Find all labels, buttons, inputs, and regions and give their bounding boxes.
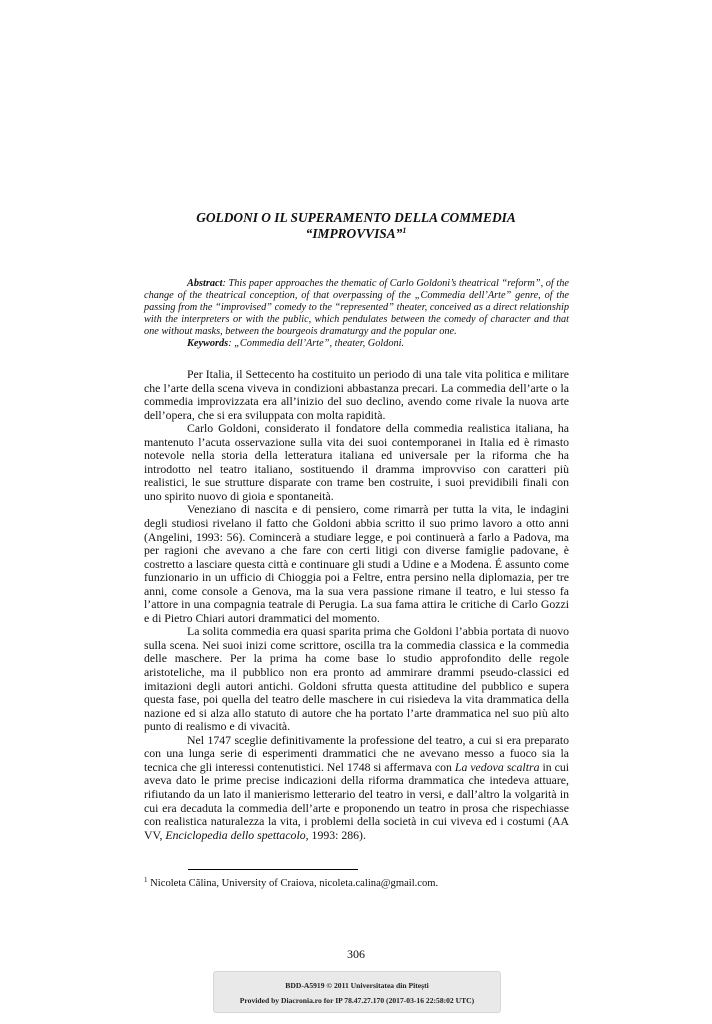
title-line-2-text: “IMPROVVISA” <box>305 226 403 241</box>
p5-work-title: La vedova scaltra <box>454 759 540 774</box>
stamp-line-1: BDD-A5919 © 2011 Universitatea din Pitești <box>285 981 429 990</box>
keywords-paragraph <box>144 338 569 350</box>
keywords-label: Keywords <box>187 338 229 350</box>
provenance-stamp <box>213 971 501 1013</box>
title-line-1: GOLDONI O IL SUPERAMENTO DELLA COMMEDIA <box>196 210 516 225</box>
page-number: 306 <box>347 947 365 961</box>
body-paragraph-2: Carlo Goldoni, considerato il fondatore della commedia realistica italiana, ha mantenuto l’acuta osservazione sulla vita dei suoi contemporanei in Italia ed è rimasto notevole nella storia della letteratura italiana ed universale per la riforma che ha introdotto nel teatro italiano, sostituendo il dramma improvviso con caratteri più realistici, le sue strutture disparate con trame ben costruite, i suoi previdibili finali con uno spirito nuovo di gioia e spontaneità. <box>144 421 569 503</box>
abstract-text: : This paper approaches the thematic of Carlo Goldoni’s theatrical “reform”, of the change of the theatrical conception, of that overpassing of the „Commedia dell’Arte” genre, of the passing from the “improvised” comedy to the “represented” theater, conceived as a direct relationship with the interpreters or with the public, which pendulates between the comedy of character and that one without masks, between the bourgeois dramaturgy and the popular one. <box>144 278 569 338</box>
title-footnote-mark[interactable]: 1 <box>402 226 407 235</box>
title-line-2 <box>100 226 612 242</box>
abstract-paragraph <box>144 278 569 338</box>
p5-start: Nel 1747 sceglie definitivamente la professione del teatro, a cui si era preparato con una lunga serie di esperimenti drammatici che ne avevano messo a fuoco sia la tecnica che gli interessi contenutistici. Nel 1748 si affermava con <box>144 732 569 774</box>
footnote-mark: 1 <box>144 876 148 884</box>
body-paragraph-1: Per Italia, il Settecento ha costituito un periodo di una tale vita politica e militare che l’arte della scena viveva in condizioni abbastanza precari. La commedia dell’arte o la commedia improvizzata era all’inizio del suo declino, avendo come rivale la nuova arte dell’opera, che si era sviluppata con molta rapidità. <box>144 367 569 422</box>
stamp-line-2: Provided by Diacronia.ro for IP 78.47.27.170 (2017-03-16 22:58:02 UTC) <box>239 996 475 1005</box>
p5-source-title: Enciclopedia dello spettacolo <box>165 827 306 842</box>
body-paragraph-5 <box>144 734 569 842</box>
p5-middle: in cui aveva dato le prime precise indicazioni della riforma drammatica che intedeva attuare, rifiutando da un lato il manierismo letterario del teatro in versi, e dall’altro la volgarità in cui era decaduta la commedia dell’arte e proponendo un teatro in prosa che rispechiasse con realistica naturalezza la vita, i problemi della società in cui viveva ed i costumi (AA VV, <box>144 759 569 842</box>
article-body <box>144 368 569 842</box>
p5-end: , 1993: 286). <box>305 827 366 842</box>
abstract-block <box>144 278 569 351</box>
article-title <box>100 210 612 242</box>
abstract-label: Abstract <box>187 278 223 289</box>
body-paragraph-3: Veneziano di nascita e di pensiero, come rimarrà per tutta la vita, le indagini degli studiosi rivelano il fatto che Goldoni abbia scritto il suo primo lavoro a otto anni (Angelini, 1993: 56). Comincerà a studiare legge, e poi continuerà a farlo a Padova, ma per ragioni che avevano a che fare con certi litigi con diverse famiglie padovane, è costretto a lasciare questa città e continuare gli studi a Udine e a Modena. É assunto come funzionario in un ufficio di Chioggia poi a Feltre, entra persino nella diplomazia, per tre anni, come console a Genova, ma la sua vera passione rimane il teatro, e lui stesso fa l’attore in una compagnia teatrale di Perugia. La sua fama attira le critiche di Carlo Gozzi e di Pietro Chiari autori drammatici del momento. <box>144 502 569 625</box>
keywords-text: : „Commedia dell’Arte”, theater, Goldoni. <box>228 338 405 350</box>
body-paragraph-4: La solita commedia era quasi sparita prima che Goldoni l’abbia portata di nuovo sulla scena. Nei suoi inizi come scrittore, oscilla tra la commedia classica e la commedia delle maschere. Per la prima ha come base lo studio approfondito delle regole aristoteliche, ma il pubblico non era pronto ad ammirare drammi pseudo-classici ed imitazioni degli autori antichi. Goldoni sfrutta questa attitudine del pubblico e supera questa fase, poi quella del teatro delle maschere in cui risiedeva la vita drammatica della nazione ed si alza allo statuto di autore che ha portato l’arte drammatica nel suo più alto punto di realismo e di vivacità. <box>144 624 569 734</box>
footnote-text: Nicoleta Călina, University of Craiova, nicoleta.calina@gmail.com. <box>147 878 439 889</box>
footnote <box>144 877 574 890</box>
footnote-separator <box>188 869 358 870</box>
